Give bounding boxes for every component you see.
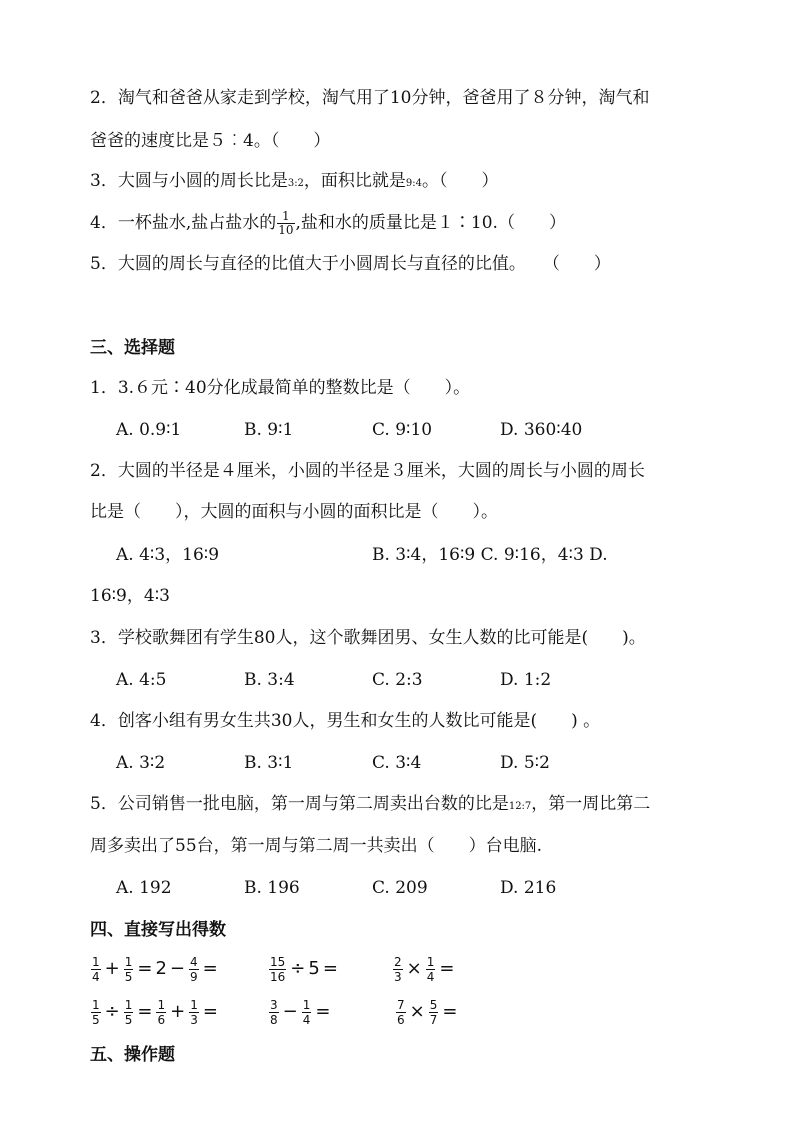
fraction-denominator: 3	[190, 1012, 198, 1027]
fraction-denominator: 7	[429, 1012, 438, 1027]
fraction-denominator: 16	[270, 969, 286, 984]
equals-sign: =	[442, 1001, 458, 1022]
fraction-numerator: 1	[92, 997, 100, 1012]
fraction	[124, 998, 134, 1027]
fraction	[124, 955, 134, 984]
judge-q2-line1: 2．淘气和爸爸从家走到学校，淘气用了10分钟，爸爸用了８分钟，淘气和	[90, 88, 650, 108]
fraction-denominator: 9	[190, 969, 198, 984]
choice-q3-option-c: C. 2:3	[372, 670, 423, 690]
choice-q2-line1: 2．大圆的半径是４厘米，小圆的半径是３厘米，大圆的周长与小圆的周长	[90, 461, 645, 481]
choice-q1-option-b: B. 9∶1	[244, 420, 294, 440]
calc-item-1	[90, 954, 221, 984]
choice-q4-option-a: A. 3∶2	[116, 753, 166, 773]
times-sign: ×	[409, 1001, 425, 1022]
calc-item-4	[90, 997, 221, 1027]
fraction-numerator: 1	[157, 997, 166, 1012]
fraction	[269, 998, 279, 1027]
fraction-numerator: 5	[429, 997, 438, 1012]
equals-sign: =	[315, 1001, 331, 1022]
section-heading-operation: 五、操作题	[90, 1045, 175, 1065]
fraction-numerator: 1	[426, 954, 435, 969]
choice-q2-option-d-cont: 16∶9，4∶3	[90, 586, 170, 606]
calc-item-5	[268, 997, 333, 1027]
choice-q5-text-a: 5．公司销售一批电脑，第一周与第二周卖出台数的比是	[90, 794, 509, 814]
calc-item-2	[268, 954, 341, 984]
minus-sign: −	[282, 1001, 298, 1022]
choice-q3: 3．学校歌舞团有学生80人，这个歌舞团男、女生人数的比可能是( )。	[90, 628, 646, 648]
fraction	[429, 998, 439, 1027]
fraction	[426, 955, 436, 984]
fraction	[189, 955, 199, 984]
fraction-numerator: 2	[394, 954, 402, 969]
choice-q1-option-d: D. 360∶40	[500, 420, 583, 440]
choice-q3-option-d: D. 1:2	[500, 670, 552, 690]
choice-q2-line2: 比是（ ），大圆的面积与小圆的面积比是（ ）。	[90, 502, 498, 522]
fraction	[156, 998, 166, 1027]
equals-sign: =	[137, 958, 153, 979]
judge-q4	[90, 210, 566, 237]
fraction-numerator: 1	[92, 954, 100, 969]
fraction-numerator: 1	[277, 210, 294, 224]
fraction-numerator: 4	[190, 954, 198, 969]
choice-q5-line2: 周多卖出了55台，第一周与第二周一共卖出（ ）台电脑.	[90, 836, 543, 856]
equals-sign: =	[202, 958, 218, 979]
choice-q4-option-d: D. 5∶2	[500, 753, 550, 773]
fraction-denominator: 3	[394, 969, 402, 984]
judge-q5: 5．大圆的周长与直径的比值大于小圆周长与直径的比值。 （ ）	[90, 254, 611, 274]
judge-q4-text-b: ,盐和水的质量比是１∶10.（ ）	[295, 213, 566, 233]
fraction-numerator: 1	[124, 997, 133, 1012]
choice-q1: 1．3.６元∶40分化成最简单的整数比是（ ）。	[90, 378, 471, 398]
fraction-denominator: 5	[124, 969, 133, 984]
whole-number: 5	[308, 958, 320, 979]
fraction-denominator: 4	[92, 969, 100, 984]
fraction-denominator: 5	[124, 1012, 133, 1027]
choice-q1-option-a: A. 0.9∶1	[116, 420, 182, 440]
fraction-numerator: 1	[124, 954, 133, 969]
divide-sign: ÷	[290, 958, 306, 979]
fraction-denominator: 5	[92, 1012, 100, 1027]
fraction	[91, 955, 101, 984]
section-heading-calc: 四、直接写出得数	[90, 920, 226, 940]
calc-item-3	[392, 954, 457, 984]
choice-q4-option-b: B. 3∶1	[244, 753, 294, 773]
judge-q3-text-a: 3．大圆与小圆的周长比是	[90, 171, 288, 191]
equals-sign: =	[439, 958, 455, 979]
judge-q4-text-a: 4．一杯盐水,盐占盐水的	[90, 213, 277, 233]
judge-q3-text-c: 。（ ）	[422, 171, 499, 191]
choice-q5-text-b: ，第一周比第二	[531, 794, 651, 814]
fraction	[396, 998, 406, 1027]
minus-sign: −	[169, 958, 186, 979]
choice-q1-option-c: C. 9∶10	[372, 420, 433, 440]
equals-sign: =	[322, 958, 338, 979]
judge-q3-text-b: ，面积比就是	[303, 171, 406, 191]
fraction-denominator: 4	[302, 1012, 311, 1027]
choice-q3-option-a: A. 4:5	[116, 670, 167, 690]
equals-sign: =	[137, 1001, 153, 1022]
choice-q4-option-c: C. 3∶4	[372, 753, 422, 773]
fraction-denominator: 8	[270, 1012, 278, 1027]
choice-q4: 4．创客小组有男女生共30人，男生和女生的人数比可能是( ) 。	[90, 711, 601, 731]
plus-sign: +	[170, 1001, 186, 1022]
choice-q3-option-b: B. 3:4	[244, 670, 295, 690]
fraction-denominator: 6	[157, 1012, 166, 1027]
fraction	[302, 998, 312, 1027]
fraction-numerator: 1	[190, 997, 198, 1012]
fraction-denominator: 6	[397, 1012, 405, 1027]
choice-q2-option-bcd: B. 3∶4，16∶9 C. 9∶16，4∶3 D.	[372, 545, 608, 565]
choice-q5-option-a: A. 192	[116, 878, 172, 898]
fraction-numerator: 15	[270, 954, 286, 969]
judge-q4-fraction	[277, 210, 294, 237]
judge-q3-ratio1: 3:2	[287, 178, 304, 189]
choice-q5-ratio: 12:7	[508, 801, 532, 812]
fraction	[269, 955, 286, 984]
section-heading-choice: 三、选择题	[90, 338, 175, 358]
fraction-denominator: 10	[278, 223, 294, 237]
judge-q2-line2: 爸爸的速度比是５︰4。（ ）	[90, 131, 331, 151]
choice-q5-option-b: B. 196	[244, 878, 300, 898]
plus-sign: +	[104, 958, 120, 979]
choice-q5-line1	[90, 792, 650, 819]
judge-q3-ratio2: 9:4	[405, 178, 423, 189]
fraction-numerator: 1	[302, 997, 311, 1012]
calc-item-6	[395, 997, 460, 1027]
fraction	[393, 955, 403, 984]
fraction-numerator: 3	[270, 997, 278, 1012]
fraction-denominator: 4	[426, 969, 435, 984]
times-sign: ×	[406, 958, 422, 979]
choice-q5-option-c: C. 209	[372, 878, 428, 898]
choice-q2-option-a: A. 4∶3，16∶9	[116, 545, 220, 565]
judge-q3	[90, 169, 499, 196]
fraction-numerator: 7	[397, 997, 405, 1012]
whole-number: 2	[155, 958, 167, 979]
fraction	[189, 998, 199, 1027]
divide-sign: ÷	[104, 1001, 120, 1022]
fraction	[91, 998, 101, 1027]
equals-sign: =	[202, 1001, 218, 1022]
choice-q5-option-d: D. 216	[500, 878, 557, 898]
